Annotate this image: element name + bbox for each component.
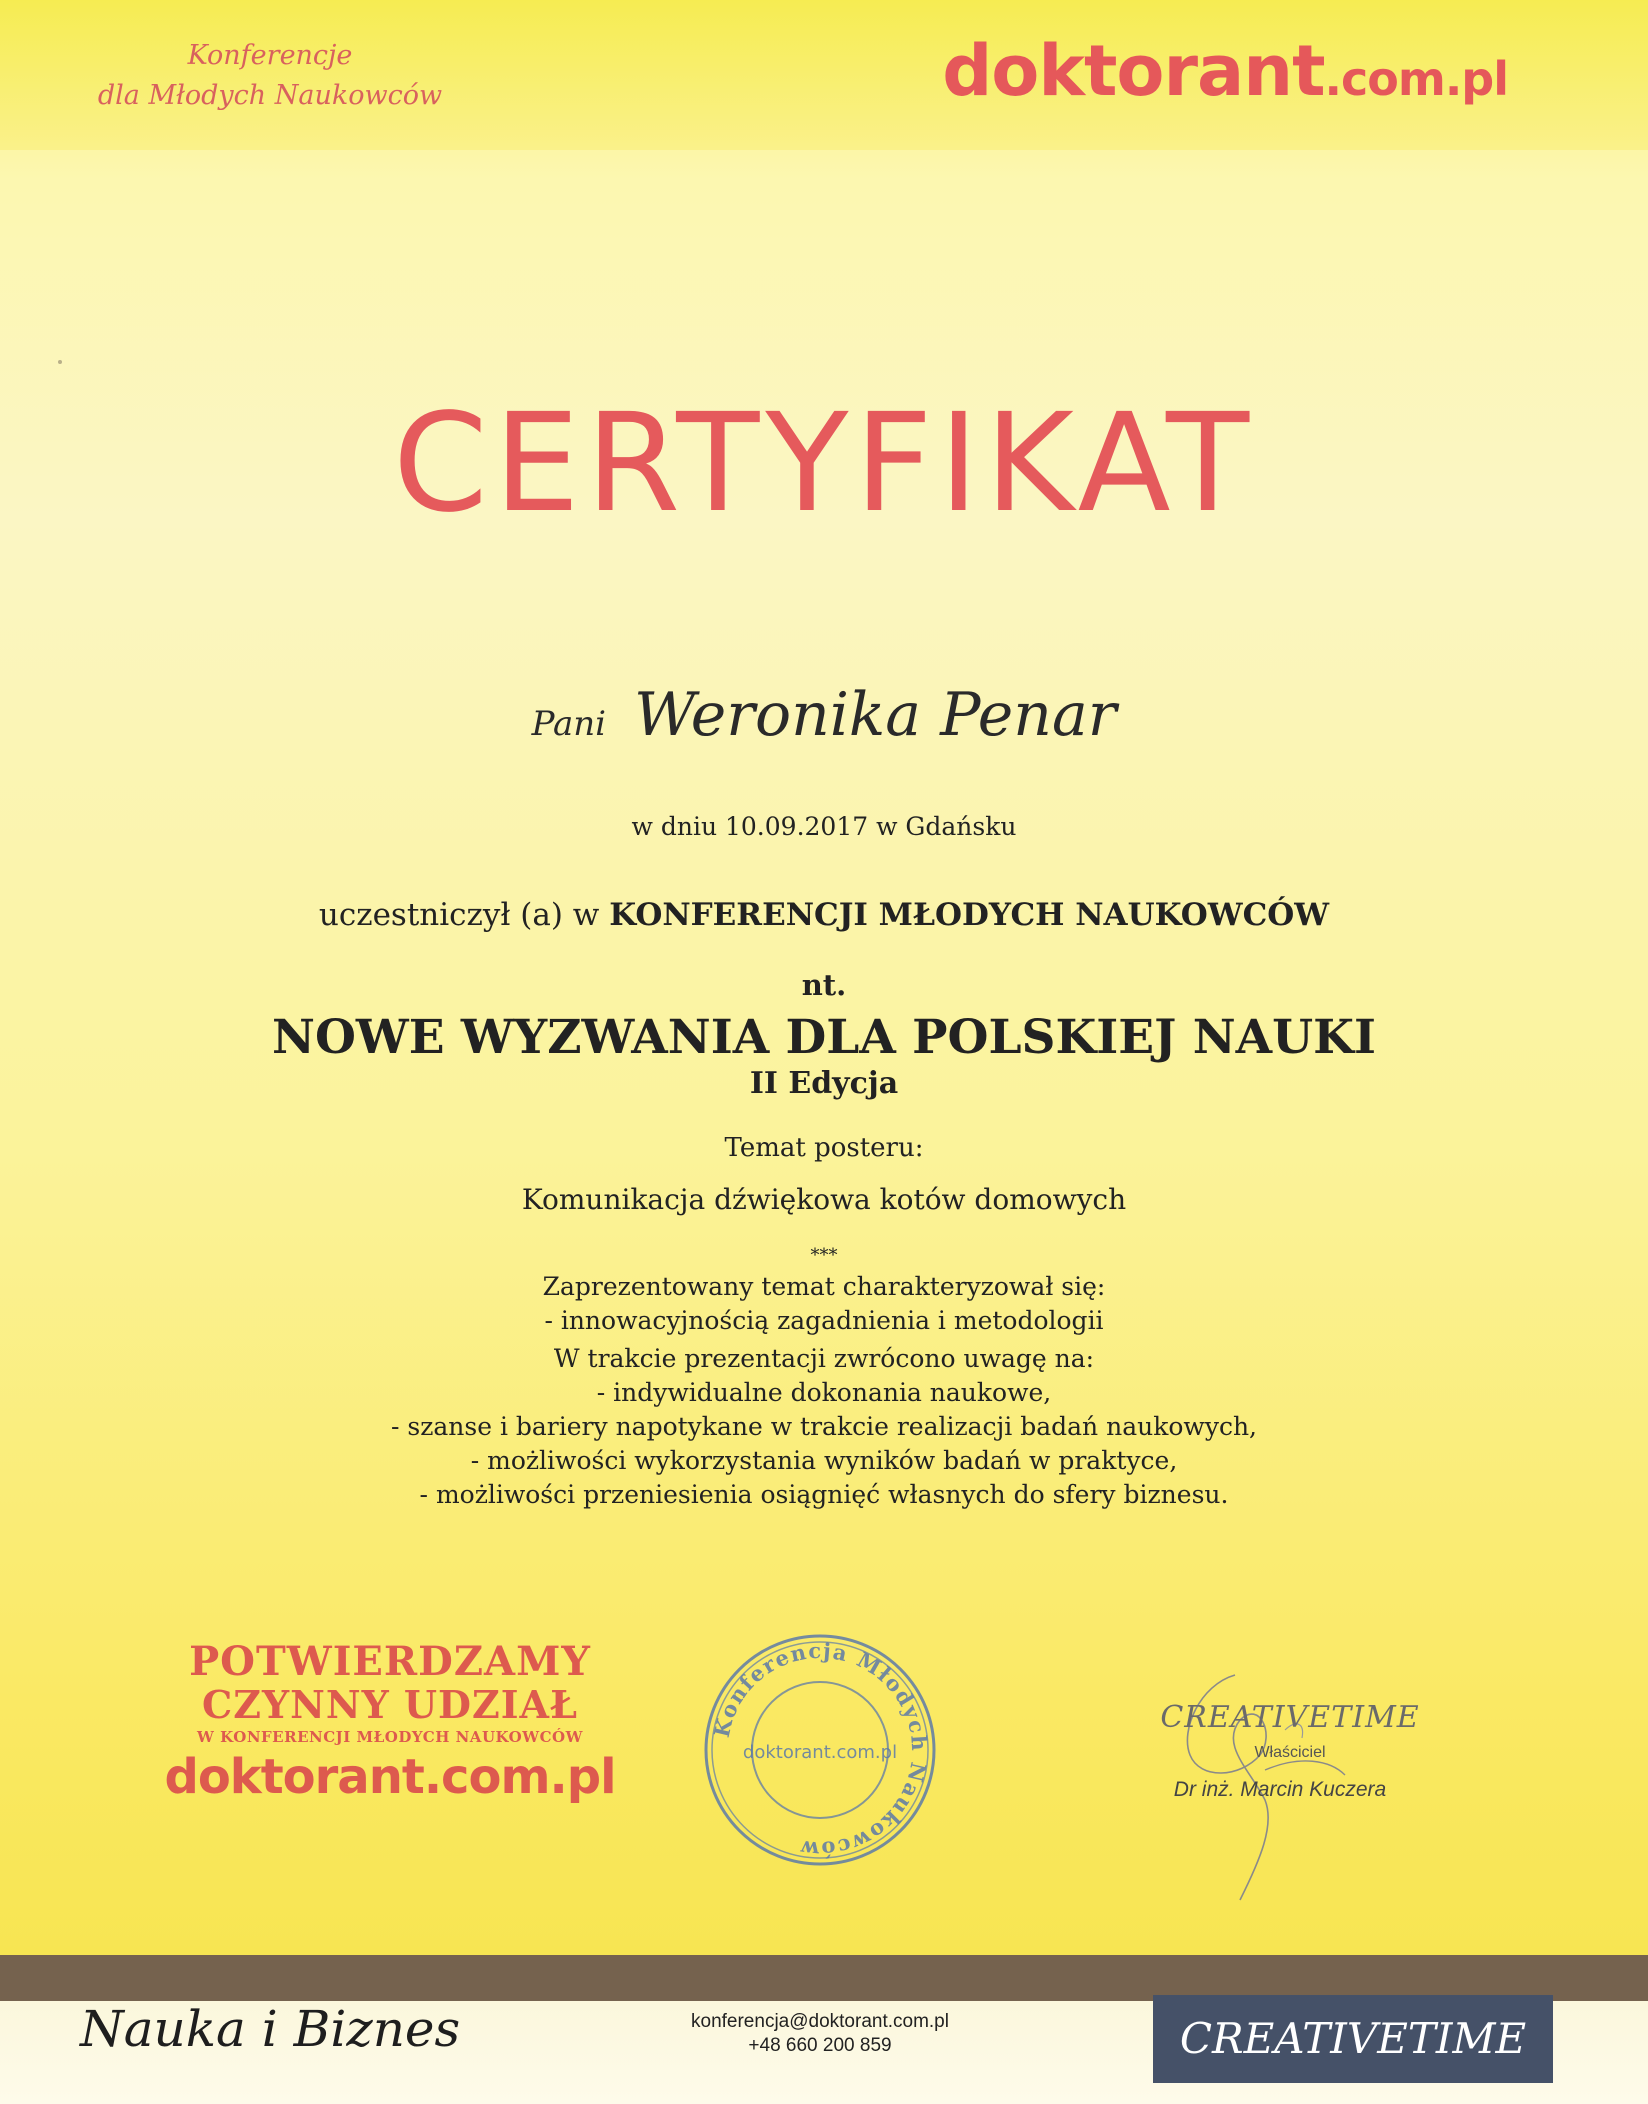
stamp-line4: doktorant.com.pl <box>164 1749 616 1805</box>
footer-creativetime-text: CREATIVETIME <box>1179 2014 1527 2063</box>
attention-item: - szanse i bariery napotykane w trakcie realizacji badań naukowych, <box>390 1412 1257 1441</box>
topic-prefix: nt. <box>801 968 847 1002</box>
attention-item: - możliwości wykorzystania wyników badań w praktyce, <box>470 1446 1178 1475</box>
signatory-role: Właściciel <box>1254 1744 1326 1761</box>
footer-creativetime-badge <box>1153 1995 1553 2083</box>
date-line: w dniu 10.09.2017 w Gdańsku <box>631 812 1017 841</box>
stamp-line2: CZYNNY UDZIAŁ <box>201 1682 578 1727</box>
edition-label: II Edycja <box>749 1066 899 1101</box>
features-intro: Zaprezentowany temat charakteryzował się: <box>542 1272 1106 1301</box>
certificate-title: CERTYFIKAT <box>392 385 1256 543</box>
round-stamp-ring-text: Konferencja Młodych Naukowców <box>708 1637 933 1863</box>
doktorant-logo <box>942 30 1508 112</box>
stamp-line3: W KONFERENCJI MŁODYCH NAUKOWCÓW <box>197 1728 583 1746</box>
conference-brand-line2: dla Młodych Naukowców <box>97 80 443 111</box>
logo-main: doktorant <box>942 30 1325 112</box>
separator: *** <box>810 1245 838 1266</box>
participation-line <box>0 897 1648 933</box>
signatory-name: Dr inż. Marcin Kuczera <box>1173 1778 1387 1801</box>
contact-email: konferencja@doktorant.com.pl <box>691 2011 949 2032</box>
conference-topic: NOWE WYZWANIA DLA POLSKIEJ NAUKI <box>272 1010 1376 1065</box>
footer-slogan: Nauka i Biznes <box>80 2000 461 2058</box>
attention-intro: W trakcie prezentacji zwrócono uwagę na: <box>553 1344 1095 1373</box>
stamp-line1: POTWIERDZAMY <box>189 1638 591 1685</box>
creativetime-logo: CREATIVETIME <box>1160 1700 1420 1735</box>
contact-phone: +48 660 200 859 <box>748 2035 892 2056</box>
attention-block <box>0 1342 1648 1512</box>
conference-name: KONFERENCJI MŁODYCH NAUKOWCÓW <box>609 897 1330 933</box>
poster-title: Komunikacja dźwiękowa kotów domowych <box>521 1183 1127 1216</box>
round-stamp-center-text: doktorant.com.pl <box>742 1742 898 1763</box>
recipient-line <box>0 680 1648 750</box>
participation-prefix: uczestniczył (a) w <box>318 897 600 933</box>
conference-brand <box>70 36 470 116</box>
features-block <box>0 1270 1648 1338</box>
paper-speck <box>58 360 62 364</box>
logo-domain: .com.pl <box>1324 52 1508 106</box>
participation-stamp <box>160 1640 620 1806</box>
signature-block <box>1090 1660 1450 1910</box>
attention-item: - możliwości przeniesienia osiągnięć własnych do sfery biznesu. <box>419 1480 1229 1509</box>
round-stamp <box>700 1630 940 1870</box>
attention-item: - indywidualne dokonania naukowe, <box>596 1378 1052 1407</box>
recipient-name: Weronika Penar <box>634 680 1117 750</box>
poster-label: Temat posteru: <box>724 1133 924 1163</box>
feature-item: - innowacyjnością zagadnienia i metodologii <box>544 1306 1104 1335</box>
conference-brand-line1: Konferencje <box>187 40 353 71</box>
footer-contact <box>560 2010 1080 2058</box>
recipient-honorific: Pani <box>531 704 606 744</box>
